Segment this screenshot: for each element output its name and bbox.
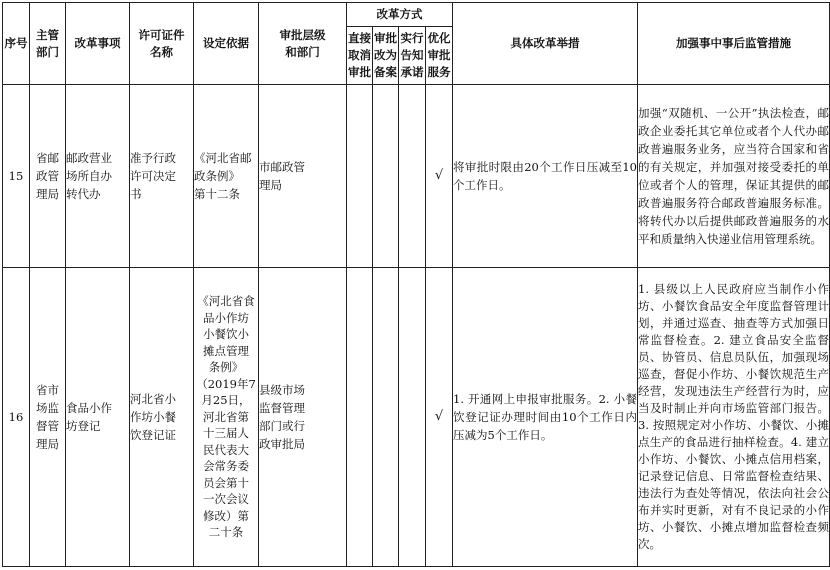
header-method-group: 改革方式 [347,3,453,27]
row-method-cancel [347,268,373,567]
table-row [3,85,830,268]
row-supervision: 加强“双随机、一公开”执法检查，邮政企业委托其它单位或者个人代办邮政普遍服务业务，应当符合国家和省的有关规定，并加强对接受委托的单位或者个人的管理，保证其提供的邮政普遍服务符合邮政普遍服务标准。将转代办以后提供邮政普遍服务的水平和质量纳入快递业信用管理系统。 [638,85,830,268]
header-level: 审批层级 和部门 [259,3,347,85]
row-dept: 省邮 政管 理局 [30,85,66,268]
header-method-optimize: 优化 审批 服务 [426,27,453,85]
row-item: 邮政营业 场所自办 转代办 [66,85,130,268]
row-method-record [373,85,399,268]
row-method-cancel [347,85,373,268]
header-method-cancel: 直接 取消 审批 [347,27,373,85]
row-method-optimize: √ [426,268,453,567]
row-method-promise [399,268,426,567]
row-method-record [373,268,399,567]
row-basis: 《河北省食 品小作坊 小餐饮小 摊点管理 条例》 （2019年7 月25日， 河北省第 十三届人 民代表大 会常务委 员会第十 一次会议 修改）第 二十条 [194,268,259,567]
header-measures: 具体改革举措 [453,3,638,85]
header-item: 改革事项 [66,3,130,85]
row-method-optimize: √ [426,85,453,268]
header-method-promise: 实行 告知 承诺 [399,27,426,85]
row-dept: 省市 场监 督管 理局 [30,268,66,567]
row-seq: 16 [3,268,30,567]
reform-table [2,2,830,567]
row-measures: 将审批时限由20个工作日压减至10个工作日。 [453,85,638,268]
row-level: 县级市场 监督管理 部门或行 政审批局 [259,268,347,567]
table-row [3,268,830,567]
row-license: 准予行政 许可决定 书 [130,85,194,268]
row-supervision: 1. 县级以上人民政府应当制作小作坊、小餐饮食品安全年度监督管理计划，并通过巡查、抽查等方式加强日常监督检查。2. 建立食品安全监督员、协管员、信息员队伍，加强现场巡查，督促小作坊、小餐饮规范生产经营，发现违法生产经营行为时，应当及时制止并向市场监管部门报告。3. 按照规定对小作坊、小餐饮、小摊点生产的食品进行抽样检查。4. 建立小作坊、小餐饮、小摊点信用档案，记录登记信息、日常监督检查结果、违法行为查处等情况，依法向社会公布并实时更新，对有不良记录的小作坊、小餐饮、小摊点增加监督检查频次。 [638,268,830,567]
row-level: 市邮政管 理局 [259,85,347,268]
header-supervision: 加强事中事后监管措施 [638,3,830,85]
row-measures: 1. 开通网上申报审批服务。2. 小餐饮登记证办理时间由10个工作日内压减为5个工作日。 [453,268,638,567]
header-license: 许可证件 名称 [130,3,194,85]
row-method-promise [399,85,426,268]
row-item: 食品小作 坊登记 [66,268,130,567]
header-method-record: 审批 改为 备案 [373,27,399,85]
header-dept: 主管 部门 [30,3,66,85]
row-basis: 《河北省邮 政条例》 第十二条 [194,85,259,268]
row-seq: 15 [3,85,30,268]
header-basis: 设定依据 [194,3,259,85]
row-license: 河北省小 作坊小餐 饮登记证 [130,268,194,567]
header-seq: 序号 [3,3,30,85]
